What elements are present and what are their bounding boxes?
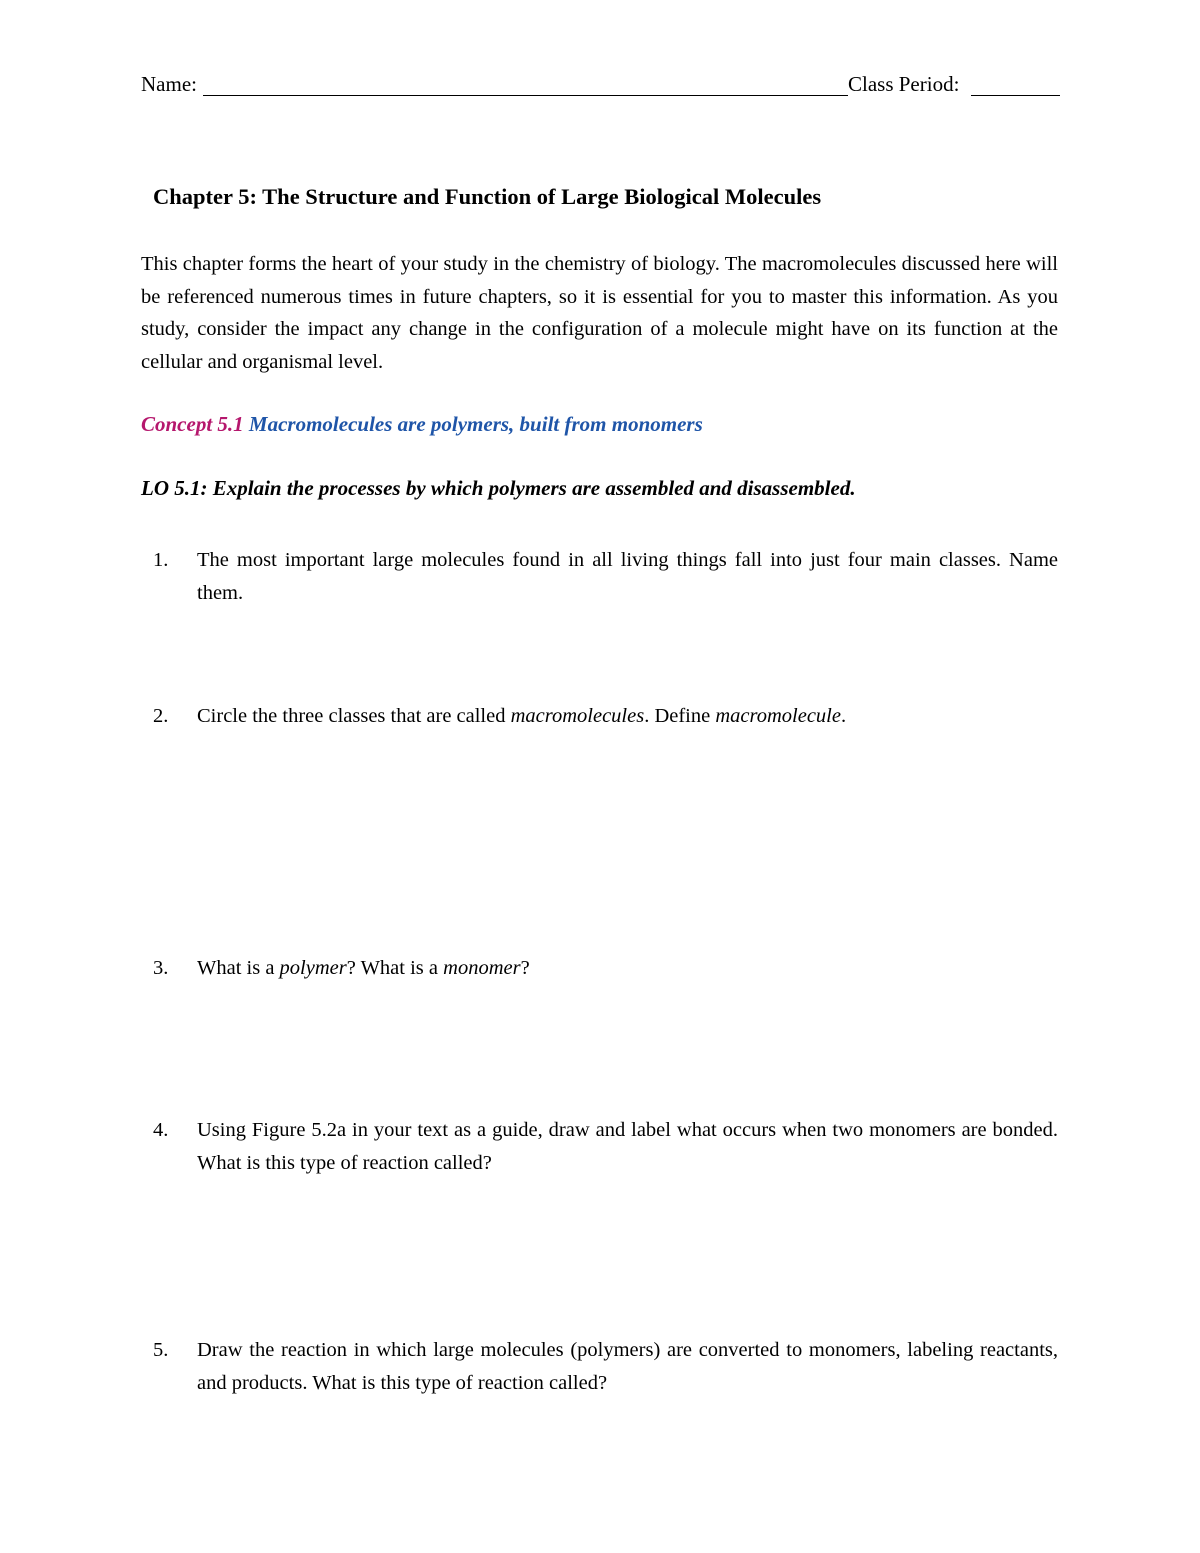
- question-text-part: . Define: [644, 705, 716, 727]
- class-period-blank-line: [971, 95, 1060, 96]
- name-blank-line: [203, 95, 848, 96]
- question-text-part: .: [840, 705, 847, 727]
- question-number: 4.: [153, 1119, 169, 1141]
- question-term-macromolecules: macromolecules: [510, 705, 645, 727]
- learning-objective: LO 5.1: Explain the processes by which polymers are assembled and disassembled.: [141, 476, 856, 500]
- question-term-macromolecule: macromolecule: [715, 705, 841, 727]
- question-3: [141, 952, 1058, 985]
- question-number: 1.: [153, 549, 169, 571]
- concept-text: Macromolecules are polymers, built from monomers: [248, 412, 703, 436]
- question-term-monomer: monomer: [443, 957, 521, 979]
- question-number: 3.: [153, 957, 169, 979]
- name-label: Name:: [141, 72, 197, 96]
- question-term-polymer: polymer: [279, 957, 347, 979]
- question-text-part: Circle the three classes that are called: [197, 705, 511, 727]
- question-2: [141, 700, 1058, 733]
- question-text: [197, 952, 1058, 985]
- question-text: Draw the reaction in which large molecules (polymers) are converted to monomers, labeling reactants, and products. What is this type of reaction called?: [197, 1339, 1058, 1394]
- question-text-part: What is a: [197, 957, 280, 979]
- concept-heading: [141, 412, 703, 437]
- question-text: [197, 700, 1058, 733]
- question-4: [141, 1114, 1058, 1179]
- header-row: [141, 72, 1061, 102]
- question-1: [141, 544, 1058, 609]
- chapter-title: Chapter 5: The Structure and Function of Large Biological Molecules: [153, 184, 822, 209]
- question-text-part: ? What is a: [346, 957, 444, 979]
- question-text: Using Figure 5.2a in your text as a guide, draw and label what occurs when two monomers are bonded. What is this type of reaction called?: [197, 1119, 1058, 1174]
- question-text: The most important large molecules found in all living things fall into just four main classes. Name them.: [197, 549, 1058, 604]
- question-number: 2.: [153, 705, 169, 727]
- intro-paragraph: This chapter forms the heart of your study in the chemistry of biology. The macromolecules discussed here will be referenced numerous times in future chapters, so it is essential for you to master this information. As you study, consider the impact any change in the configuration of a molecule might have on its function at the cellular and organismal level.: [141, 253, 1058, 373]
- class-period-label: Class Period:: [848, 72, 960, 96]
- question-5: [141, 1334, 1058, 1399]
- question-text-part: ?: [520, 957, 530, 979]
- concept-number: Concept 5.1: [141, 412, 244, 436]
- question-number: 5.: [153, 1339, 169, 1361]
